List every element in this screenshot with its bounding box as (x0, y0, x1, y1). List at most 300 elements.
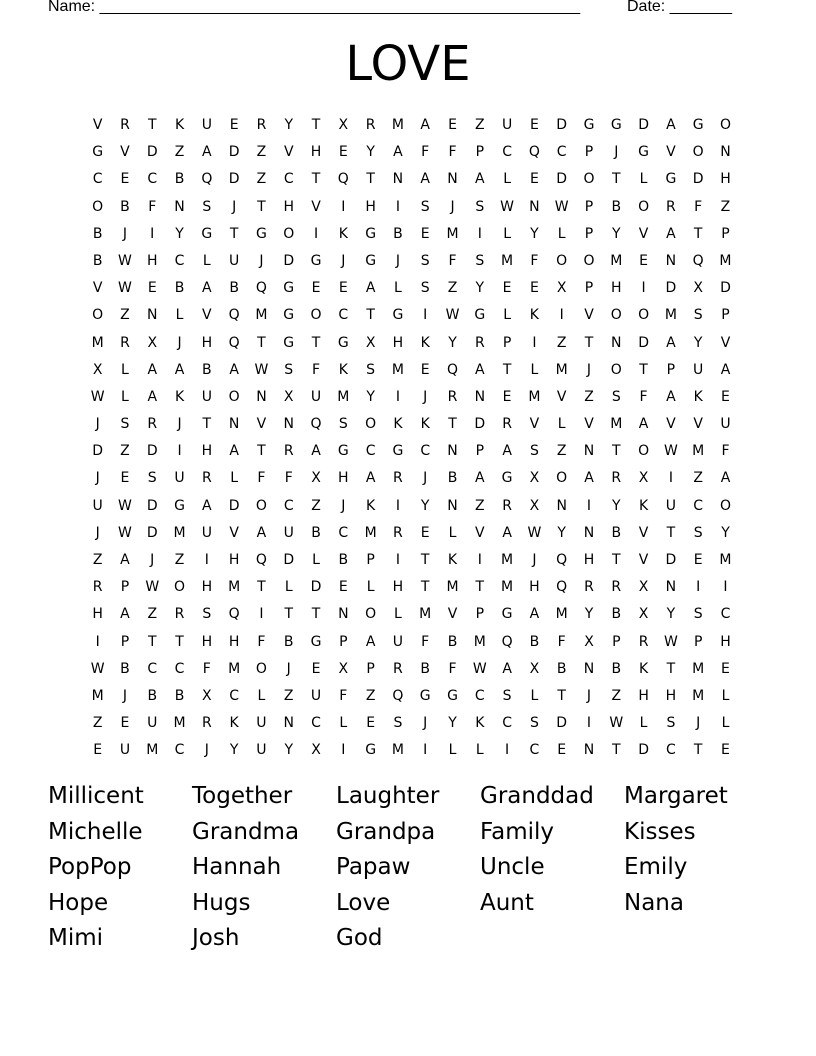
date-field[interactable]: Date: _______ (627, 0, 732, 15)
grid-letter: S (202, 198, 212, 215)
grid-letter: J (614, 144, 619, 161)
grid-letter: C (147, 171, 158, 188)
grid-letter: D (474, 416, 486, 433)
word-bank-item: Mimi (48, 925, 104, 952)
grid-letter: H (392, 579, 404, 596)
grid-letter: A (720, 361, 731, 378)
grid-letter: B (202, 361, 212, 378)
grid-letter: S (693, 524, 703, 541)
grid-letter: U (201, 388, 212, 405)
grid-letter: A (720, 470, 731, 487)
word-bank-item: Laughter (336, 783, 440, 809)
grid-letter: V (556, 388, 567, 405)
grid-letter: G (365, 742, 377, 759)
grid-letter: S (475, 198, 485, 215)
grid-letter: V (638, 524, 649, 541)
grid-letter: R (393, 524, 403, 541)
grid-letter: Y (420, 497, 430, 514)
grid-letter: H (201, 579, 213, 596)
grid-letter: F (721, 443, 730, 460)
grid-letter: U (392, 633, 404, 650)
grid-letter: B (92, 252, 103, 269)
grid-letter: Y (284, 742, 293, 759)
grid-letter: F (557, 633, 566, 650)
grid-letter: M (146, 742, 159, 759)
grid-letter: I (395, 198, 400, 215)
grid-letter: U (501, 117, 513, 133)
grid-letter: E (338, 579, 348, 596)
grid-letter: A (256, 524, 267, 541)
grid-letter: G (392, 443, 404, 460)
grid-letter: I (341, 198, 346, 215)
grid-letter: E (366, 715, 376, 732)
grid-letter: K (338, 225, 348, 242)
grid-letter: G (392, 307, 404, 324)
grid-letter: X (338, 660, 349, 677)
grid-letter: E (229, 117, 239, 133)
grid-letter: X (638, 470, 649, 487)
grid-letter: G (283, 307, 295, 324)
grid-letter: A (120, 552, 130, 568)
grid-letter: I (395, 552, 400, 568)
grid-letter: T (257, 579, 266, 596)
grid-letter: J (532, 552, 537, 568)
grid-letter: R (393, 660, 403, 677)
grid-letter: W (527, 524, 542, 541)
word-bank-item: Hugs (192, 889, 251, 916)
grid-letter: T (284, 606, 293, 623)
grid-letter: X (529, 660, 540, 677)
grid-letter: U (310, 687, 322, 704)
grid-letter: J (122, 687, 128, 704)
grid-letter: R (611, 470, 622, 487)
grid-letter: F (148, 198, 157, 215)
grid-letter: Y (612, 497, 621, 514)
grid-letter: C (502, 144, 512, 161)
grid-letter: N (392, 171, 404, 188)
grid-letter: L (121, 388, 129, 405)
grid-letter: G (337, 334, 349, 351)
grid-letter: M (255, 307, 268, 324)
grid-letter: N (283, 416, 294, 433)
grid-letter: K (338, 361, 348, 378)
grid-letter: C (92, 171, 103, 188)
word-bank (48, 780, 768, 958)
grid-letter: Z (120, 443, 130, 460)
grid-letter: Y (612, 225, 621, 242)
grid-letter: I (395, 388, 400, 405)
grid-letter: T (612, 171, 621, 188)
grid-letter: Z (120, 307, 130, 324)
grid-letter: O (719, 497, 731, 514)
grid-letter: K (638, 497, 649, 514)
grid-letter: E (338, 280, 348, 297)
page-title: LOVE (345, 36, 471, 92)
grid-letter: C (283, 497, 294, 514)
grid-letter: Y (366, 144, 375, 161)
grid-letter: D (283, 552, 295, 568)
grid-letter: H (338, 470, 349, 487)
grid-letter: N (583, 660, 595, 677)
grid-letter: A (475, 361, 485, 378)
grid-letter: W (254, 361, 269, 378)
grid-letter: T (639, 361, 648, 378)
grid-letter: P (120, 633, 130, 650)
grid-letter: M (719, 252, 732, 269)
grid-letter: I (668, 470, 673, 487)
grid-letter: B (611, 524, 622, 541)
grid-letter: T (612, 742, 621, 759)
grid-letter: Z (720, 198, 731, 215)
grid-letter: M (501, 252, 514, 269)
grid-letter: J (95, 524, 100, 541)
grid-letter: L (721, 715, 730, 732)
grid-letter: A (475, 470, 485, 487)
grid-letter: N (447, 497, 458, 514)
grid-letter: F (257, 470, 266, 487)
grid-letter: X (147, 334, 158, 351)
grid-letter: F (448, 660, 457, 677)
grid-letter: T (147, 633, 157, 650)
grid-letter: I (423, 307, 428, 324)
grid-letter: M (555, 361, 568, 378)
grid-letter: Y (284, 117, 293, 133)
grid-letter: S (420, 280, 430, 297)
grid-letter: E (721, 742, 730, 759)
grid-letter: Z (584, 388, 594, 405)
grid-letter: B (120, 660, 130, 677)
grid-letter: W (90, 660, 105, 677)
grid-letter: H (583, 552, 595, 568)
grid-letter: L (175, 307, 184, 324)
grid-letter: D (146, 497, 158, 514)
grid-letter: U (229, 252, 240, 269)
grid-letter: Q (337, 171, 349, 188)
grid-letter: H (228, 633, 240, 650)
grid-letter: I (723, 579, 728, 596)
grid-letter: T (202, 416, 212, 433)
grid-letter: F (694, 198, 703, 215)
grid-letter: N (665, 579, 677, 596)
grid-letter: L (503, 171, 511, 188)
grid-letter: T (666, 524, 676, 541)
grid-letter: O (228, 388, 240, 405)
grid-letter: A (202, 497, 212, 514)
grid-letter: Q (228, 334, 240, 351)
grid-letter: C (147, 660, 158, 677)
grid-letter: X (556, 280, 567, 297)
grid-letter: Z (475, 497, 485, 514)
grid-letter: L (339, 715, 348, 732)
grid-letter: C (502, 715, 512, 732)
grid-letter: S (366, 361, 376, 378)
grid-letter: S (393, 715, 403, 732)
grid-letter: M (91, 334, 104, 351)
grid-letter: R (584, 579, 594, 596)
grid-letter: F (421, 633, 430, 650)
grid-letter: S (502, 687, 512, 704)
grid-letter: O (365, 606, 377, 623)
grid-letter: D (556, 117, 568, 133)
grid-letter: R (393, 470, 403, 487)
grid-letter: K (229, 715, 239, 732)
grid-letter: P (475, 443, 485, 460)
grid-letter: V (120, 144, 130, 161)
grid-letter: X (584, 633, 594, 650)
grid-letter: X (529, 470, 540, 487)
grid-letter: M (446, 225, 459, 242)
grid-letter: U (256, 742, 267, 759)
grid-letter: V (256, 416, 267, 433)
grid-letter: W (118, 280, 132, 297)
grid-letter: M (446, 579, 459, 596)
letter-grid (84, 112, 739, 765)
grid-letter: Z (174, 144, 185, 161)
grid-letter: P (584, 225, 594, 242)
grid-letter: V (584, 416, 594, 433)
grid-letter: T (366, 307, 375, 324)
grid-letter: P (693, 633, 703, 650)
grid-letter: A (475, 171, 485, 188)
grid-letter: G (583, 117, 595, 133)
grid-letter: V (720, 334, 731, 351)
grid-letter: I (641, 280, 646, 297)
grid-letter: B (120, 198, 130, 215)
grid-letter: D (92, 443, 104, 460)
grid-letter: U (201, 117, 212, 133)
grid-letter: G (638, 144, 650, 161)
grid-letter: E (529, 171, 539, 188)
grid-letter: N (529, 198, 540, 215)
grid-letter: B (611, 660, 622, 677)
grid-letter: W (145, 579, 160, 596)
word-bank-item: Hope (48, 889, 109, 916)
grid-letter: A (229, 443, 239, 460)
grid-letter: M (692, 443, 705, 460)
grid-letter: B (420, 660, 431, 677)
grid-letter: R (201, 470, 212, 487)
grid-letter: F (284, 470, 293, 487)
grid-letter: Y (448, 334, 457, 351)
grid-letter: D (146, 443, 158, 460)
grid-letter: J (423, 470, 428, 487)
grid-letter: I (505, 742, 510, 759)
grid-letter: Z (256, 144, 267, 161)
grid-letter: Q (446, 361, 459, 378)
grid-letter: C (174, 660, 185, 677)
grid-letter: S (420, 252, 430, 269)
grid-letter: G (256, 225, 267, 242)
grid-letter: H (201, 633, 213, 650)
grid-letter: C (420, 443, 431, 460)
grid-letter: P (475, 144, 485, 161)
grid-letter: U (283, 524, 294, 541)
grid-letter: E (338, 144, 348, 161)
grid-letter: Y (448, 715, 457, 732)
grid-letter: S (666, 715, 676, 732)
grid-letter: J (232, 198, 237, 215)
word-bank-item: Granddad (480, 783, 594, 809)
grid-letter: M (228, 660, 241, 677)
word-bank-item: Grandpa (336, 818, 436, 845)
grid-letter: N (474, 388, 486, 405)
grid-letter: A (529, 606, 540, 623)
grid-letter: V (202, 307, 212, 324)
grid-letter: I (95, 633, 100, 650)
word-bank-item: Uncle (480, 854, 545, 881)
grid-letter: T (420, 579, 430, 596)
grid-letter: T (311, 171, 321, 188)
grid-letter: V (92, 117, 103, 133)
grid-letter: I (696, 579, 701, 596)
grid-letter: T (584, 334, 594, 351)
grid-letter: R (147, 416, 158, 433)
grid-letter: H (228, 552, 240, 568)
grid-letter: I (395, 497, 400, 514)
grid-letter: S (284, 361, 294, 378)
grid-letter: L (230, 470, 239, 487)
grid-letter: T (257, 334, 266, 351)
grid-letter: Q (501, 633, 513, 650)
grid-letter: N (556, 497, 567, 514)
grid-letter: H (665, 687, 677, 704)
grid-letter: H (720, 633, 731, 650)
grid-letter: N (583, 443, 595, 460)
grid-letter: H (638, 687, 649, 704)
grid-letter: R (502, 497, 512, 514)
grid-letter: Z (174, 552, 185, 568)
grid-letter: S (611, 388, 621, 405)
grid-letter: O (610, 307, 622, 324)
grid-letter: I (204, 552, 209, 568)
grid-letter: A (584, 470, 594, 487)
grid-letter: B (393, 225, 403, 242)
grid-letter: V (666, 144, 676, 161)
grid-letter: D (665, 280, 677, 297)
grid-letter: N (283, 715, 294, 732)
grid-letter: C (720, 606, 731, 623)
grid-letter: B (447, 633, 458, 650)
grid-letter: A (666, 117, 676, 133)
grid-letter: M (173, 715, 186, 732)
grid-letter: C (174, 252, 185, 269)
grid-letter: X (638, 606, 649, 623)
grid-letter: J (177, 416, 182, 433)
grid-letter: J (286, 660, 291, 677)
grid-letter: E (120, 470, 130, 487)
grid-letter: C (338, 524, 349, 541)
grid-letter: G (201, 225, 213, 242)
word-bank-item: Family (480, 818, 555, 845)
name-field[interactable]: Name: ______________________________________________________ (48, 0, 581, 15)
grid-letter: X (338, 117, 349, 133)
grid-letter: D (638, 117, 649, 133)
grid-letter: Q (201, 171, 213, 188)
word-bank-item: Hannah (192, 854, 282, 881)
grid-letter: U (201, 524, 212, 541)
grid-letter: C (283, 171, 294, 188)
grid-letter: T (420, 552, 430, 568)
grid-letter: D (283, 252, 295, 269)
grid-letter: Y (666, 606, 676, 623)
grid-letter: J (423, 388, 428, 405)
grid-letter: H (529, 579, 540, 596)
grid-letter: G (419, 687, 431, 704)
grid-letter: O (610, 361, 622, 378)
grid-letter: O (255, 660, 267, 677)
grid-letter: K (174, 117, 185, 133)
grid-letter: J (341, 252, 346, 269)
grid-letter: Y (530, 225, 539, 242)
grid-letter: V (693, 416, 703, 433)
grid-letter: H (92, 606, 103, 623)
grid-letter: U (720, 416, 731, 433)
grid-letter: N (228, 416, 240, 433)
grid-letter: X (283, 388, 294, 405)
grid-letter: G (365, 252, 377, 269)
grid-letter: I (177, 443, 182, 460)
grid-letter: T (147, 117, 157, 133)
grid-letter: C (365, 443, 376, 460)
grid-letter: K (366, 497, 376, 514)
grid-letter: S (529, 715, 539, 732)
grid-letter: W (90, 388, 105, 405)
grid-letter: R (638, 633, 649, 650)
grid-letter: T (475, 579, 485, 596)
grid-letter: V (283, 144, 294, 161)
grid-letter: Q (556, 552, 568, 568)
grid-letter: T (612, 552, 621, 568)
grid-letter: T (311, 606, 321, 623)
grid-letter: O (556, 470, 568, 487)
grid-letter: Z (611, 687, 622, 704)
grid-letter: H (146, 252, 158, 269)
grid-letter: E (420, 225, 430, 242)
grid-letter: T (557, 687, 566, 704)
grid-letter: D (556, 171, 568, 188)
grid-letter: P (366, 660, 375, 677)
grid-letter: P (366, 552, 375, 568)
grid-letter: R (611, 579, 622, 596)
grid-letter: B (311, 524, 321, 541)
grid-letter: N (665, 252, 677, 269)
grid-letter: I (532, 334, 537, 351)
grid-letter: M (473, 633, 486, 650)
grid-letter: K (529, 307, 539, 324)
grid-letter: Q (392, 687, 404, 704)
grid-letter: I (423, 742, 428, 759)
grid-letter: M (555, 606, 568, 623)
grid-letter: E (639, 252, 649, 269)
grid-letter: H (720, 171, 731, 188)
grid-letter: Z (556, 443, 567, 460)
grid-letter: Y (366, 388, 375, 405)
grid-letter: E (120, 715, 130, 732)
grid-letter: T (693, 225, 703, 242)
word-bank-item: Aunt (480, 889, 534, 916)
grid-letter: M (364, 524, 377, 541)
grid-letter: T (448, 416, 457, 433)
grid-letter: F (448, 144, 457, 161)
grid-letter: Y (721, 524, 730, 541)
grid-letter: I (259, 606, 264, 623)
grid-letter: J (450, 198, 455, 215)
grid-letter: E (721, 660, 730, 677)
grid-letter: C (474, 687, 485, 704)
grid-letter: D (556, 715, 568, 732)
grid-letter: F (311, 361, 321, 378)
grid-letter: E (93, 742, 103, 759)
